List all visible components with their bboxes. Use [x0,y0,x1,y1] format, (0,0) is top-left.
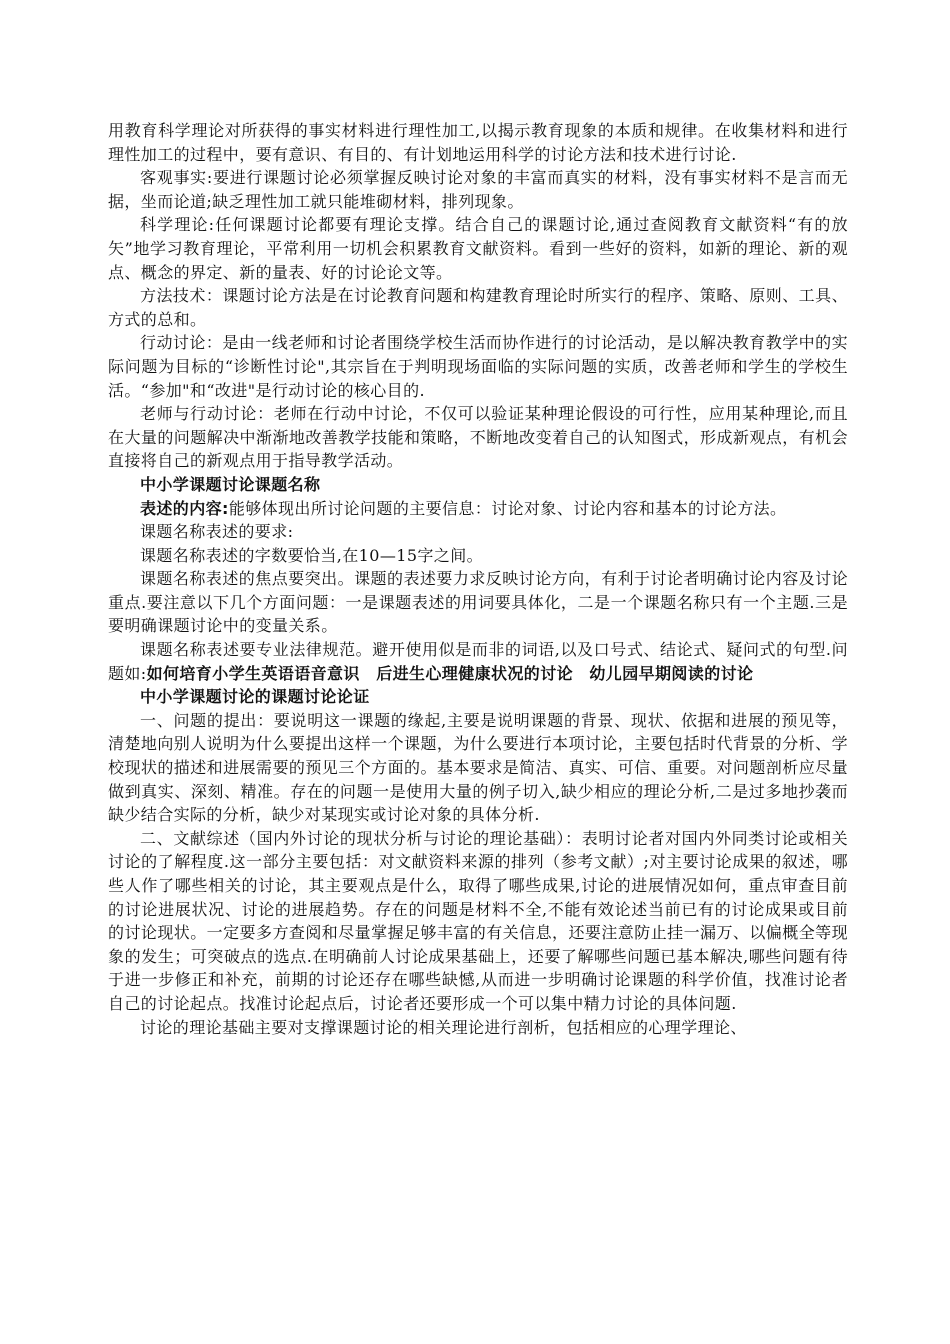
paragraph-scientific-theory: 科学理论:任何课题讨论都要有理论支撑。结合自己的课题讨论,通过查阅教育文献资料“有的放矢”地学习教育理论，平常利用一切机会积累教育文献资料。看到一些好的资料，如新的理论、新的观点、概念的界定、新的量表、好的讨论论文等。 [108,215,848,282]
text-expression-content: 能够体现出所讨论问题的主要信息：讨论对象、讨论内容和基本的讨论方法。 [228,498,787,518]
paragraph-name-requirements: 课题名称表述的要求: [140,522,294,542]
paragraph-focus: 课题名称表述的焦点要突出。课题的表述要力求反映讨论方向，有利于讨论者明确讨论内容及讨论重点.要注意以下几个方面问题：一是课题表述的用词要具体化，二是一个课题名称只有一个主题.三是要明确课题讨论中的变量关系。 [108,569,848,636]
label-expression-content: 表述的内容: [140,498,229,518]
section-heading-demonstration: 中小学课题讨论的课题讨论论证 [140,687,370,707]
paragraph-expression-content [108,497,848,521]
paragraph-objective-facts: 客观事实:要进行课题讨论必须掌握反映讨论对象的丰富而真实的材料，没有事实材料不是言而无据，坐而论道;缺乏理性加工就只能堆砌材料，排列现象。 [108,168,848,211]
text-examples-bold: 如何培育小学生英语语音意识 后进生心理健康状况的讨论 幼儿园早期阅读的讨论 [146,663,754,683]
paragraph-standardization [108,638,848,685]
paragraph-theoretical-basis: 讨论的理论基础主要对支撑课题讨论的相关理论进行剖析，包括相应的心理学理论、 [140,1017,747,1037]
paragraph-intro: 用教育科学理论对所获得的事实材料进行理性加工,以揭示教育现象的本质和规律。在收集材料和进行理性加工的过程中，要有意识、有目的、有计划地运用科学的讨论方法和技术进行讨论. [108,121,848,164]
text-standardization: 课题名称表述要专业法律规范。避开使用似是而非的词语,以及口号式、结论式、疑问式的句型.问题如: [108,640,848,683]
paragraph-method-technique: 方法技术：课题讨论方法是在讨论教育问题和构建教育理论时所实行的程序、策略、原则、工具、方式的总和。 [108,286,848,329]
paragraph-literature-review: 二、文献综述（国内外讨论的现状分析与讨论的理论基础）：表明讨论者对国内外同类讨论或相关讨论的了解程度.这一部分主要包括：对文献资料来源的排列（参考文献）;对主要讨论成果的叙述，哪些人作了哪些相关的讨论，其主要观点是什么，取得了哪些成果,讨论的进展情况如何，重点审查目前的讨论进展状况、讨论的进展趋势。存在的问题是材料不全,不能有效论述当前已有的讨论成果或目前的讨论现状。一定要多方查阅和尽量掌握足够丰富的有关信息，还要注意防止挂一漏万、以偏概全等现象的发生；可突破点的选点.在明确前人讨论成果基础上，还要了解哪些问题已基本解决,哪些问题有待于进一步修正和补充，前期的讨论还存在哪些缺憾,从而进一步明确讨论课题的科学价值，找准讨论者自己的讨论起点。找准讨论起点后，讨论者还要形成一个可以集中精力讨论的具体问题. [108,828,848,1013]
document-page [108,119,848,1039]
paragraph-problem-raising: 一、问题的提出：要说明这一课题的缘起,主要是说明课题的背景、现状、依据和进展的预见等，清楚地向别人说明为什么要提出这样一个课题，为什么要进行本项讨论，主要包括时代背景的分析、学校现状的描述和进展需要的预见三个方面的。基本要求是简洁、真实、可信、重要。对问题剖析应尽量做到真实、深刻、精准。存在的问题一是使用大量的例子切入,缺少相应的理论分析,二是过多地抄袭而缺少结合实际的分析，缺少对某现实或讨论对象的具体分析. [108,710,848,825]
paragraph-action-research: 行动讨论：是由一线老师和讨论者围绕学校生活而协作进行的讨论活动，是以解决教育教学中的实际问题为目标的“诊断性讨论",其宗旨在于判明现场面临的实际问题的实质，改善老师和学生的学校生活。“参加"和“改进"是行动讨论的核心目的. [108,333,848,400]
paragraph-teacher-action-research: 老师与行动讨论：老师在行动中讨论，不仅可以验证某种理论假设的可行性，应用某种理论,而且在大量的问题解决中渐渐地改善教学技能和策略，不断地改变着自己的认知图式，形成新观点，有机会直接将自己的新观点用于指导教学活动。 [108,404,848,471]
section-heading-topic-name: 中小学课题讨论课题名称 [140,474,321,494]
paragraph-word-count: 课题名称表述的字数要恰当,在10—15字之间。 [140,545,484,565]
